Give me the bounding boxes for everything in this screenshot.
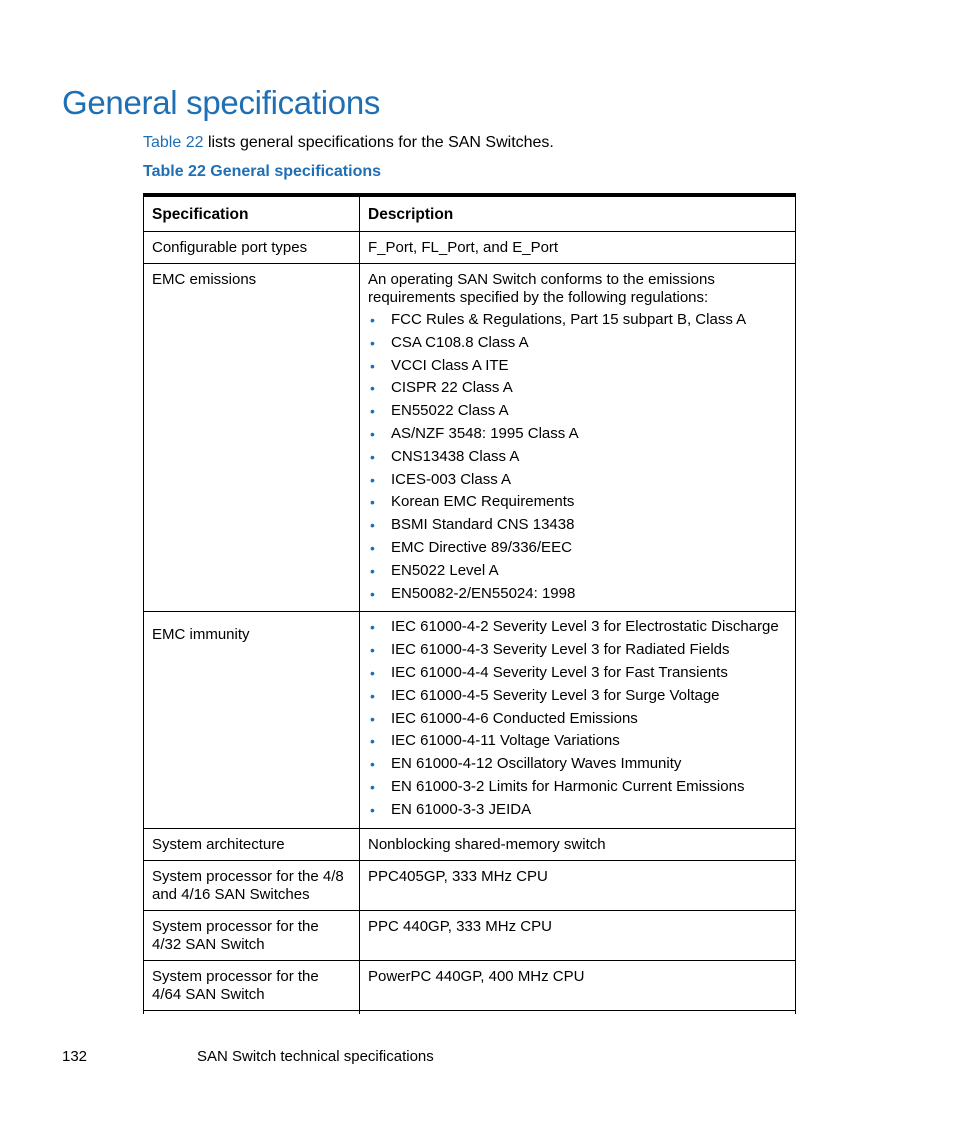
desc-cell: PPC405GP, 333 MHz CPU (360, 860, 796, 910)
list-item (368, 662, 787, 685)
bullet-dot-icon: • (370, 334, 375, 351)
bullet-dot-icon: • (370, 778, 375, 795)
list-item-text: AS/NZF 3548: 1995 Class A (391, 424, 579, 442)
list-item-text: CSA C108.8 Class A (391, 333, 529, 351)
list-item (368, 514, 787, 537)
bullet-dot-icon: • (370, 494, 375, 511)
list-item (368, 708, 787, 731)
bullet-dot-icon: • (370, 471, 375, 488)
list-item (368, 730, 787, 753)
bullet-list (368, 309, 787, 605)
list-item (368, 355, 787, 378)
bullet-dot-icon: • (370, 733, 375, 750)
list-item-text: CNS13438 Class A (391, 447, 520, 465)
list-item (368, 491, 787, 514)
list-item (368, 583, 787, 606)
table-continuation-row (144, 1010, 796, 1014)
list-item-text: EN5022 Level A (391, 561, 499, 579)
list-item (368, 332, 787, 355)
list-item-text: IEC 61000-4-11 Voltage Variations (391, 732, 620, 750)
specifications-table (143, 193, 796, 1014)
page-number: 132 (62, 1048, 88, 1065)
list-item (368, 400, 787, 423)
list-item (368, 799, 787, 822)
bullet-dot-icon: • (370, 312, 375, 328)
spec-cell: System architecture (144, 828, 360, 860)
list-item-text: IEC 61000-4-3 Severity Level 3 for Radiated Fields (391, 641, 730, 659)
list-item-text: EMC Directive 89/336/EEC (391, 538, 572, 556)
bullet-list (368, 616, 787, 821)
bullet-dot-icon: • (370, 642, 375, 659)
intro-paragraph (143, 134, 554, 152)
list-item-text: VCCI Class A ITE (391, 356, 509, 374)
desc-text: An operating SAN Switch conforms to the emissions requirements specified by the following regulations: (368, 271, 715, 306)
list-item (368, 309, 787, 332)
bullet-dot-icon: • (370, 801, 375, 818)
list-item (368, 776, 787, 799)
list-item (368, 446, 787, 469)
list-item-text: ICES-003 Class A (391, 470, 512, 488)
list-item (368, 616, 787, 639)
list-item-text: BSMI Standard CNS 13438 (391, 516, 575, 534)
footer-section-title: SAN Switch technical specifications (197, 1048, 434, 1065)
list-item (368, 685, 787, 708)
table-caption: Table 22 General specifications (143, 163, 382, 180)
list-item-text: EN 61000-3-2 Limits for Harmonic Current Emissions (391, 777, 745, 795)
bullet-dot-icon: • (370, 585, 375, 602)
bullet-dot-icon: • (370, 357, 375, 374)
bullet-dot-icon: • (370, 517, 375, 534)
spec-cell: System processor for the 4/8 and 4/16 SAN Switches (144, 860, 360, 910)
bullet-dot-icon: • (370, 562, 375, 579)
continuation-cell (144, 1010, 360, 1014)
bullet-dot-icon: • (370, 425, 375, 442)
bullet-dot-icon: • (370, 664, 375, 681)
list-item-text: EN50082-2/EN55024: 1998 (391, 584, 576, 602)
list-item-text: EN55022 Class A (391, 402, 509, 420)
continuation-cell (360, 1010, 796, 1014)
list-item-text: IEC 61000-4-5 Severity Level 3 for Surge Voltage (391, 686, 720, 704)
list-item (368, 423, 787, 446)
table-row (144, 232, 796, 264)
list-item (368, 639, 787, 662)
spec-cell: System processor for the 4/32 SAN Switch (144, 910, 360, 960)
spec-cell: System processor for the 4/64 SAN Switch (144, 960, 360, 1010)
list-item (368, 469, 787, 492)
page-title: General specifications (62, 84, 381, 121)
list-item-text: IEC 61000-4-2 Severity Level 3 for Electrostatic Discharge (391, 618, 779, 636)
desc-cell (360, 612, 796, 828)
list-item-text: EN 61000-3-3 JEIDA (391, 800, 532, 818)
table-row (144, 910, 796, 960)
desc-cell: PowerPC 440GP, 400 MHz CPU (360, 960, 796, 1010)
bullet-dot-icon: • (370, 380, 375, 397)
desc-cell (360, 264, 796, 612)
desc-cell: Nonblocking shared-memory switch (360, 828, 796, 860)
table-row (144, 860, 796, 910)
list-item-text: FCC Rules & Regulations, Part 15 subpart B, Class A (391, 311, 747, 328)
list-item-text: IEC 61000-4-4 Severity Level 3 for Fast Transients (391, 663, 728, 681)
bullet-dot-icon: • (370, 403, 375, 420)
spec-cell: Configurable port types (144, 232, 360, 264)
list-item-text: EN 61000-4-12 Oscillatory Waves Immunity (391, 755, 682, 773)
header-specification: Specification (144, 195, 360, 232)
spec-cell: EMC immunity (144, 612, 360, 828)
list-item-text: CISPR 22 Class A (391, 379, 513, 397)
list-item (368, 377, 787, 400)
header-description: Description (360, 195, 796, 232)
desc-cell: F_Port, FL_Port, and E_Port (360, 232, 796, 264)
list-item (368, 537, 787, 560)
list-item-text: Korean EMC Requirements (391, 493, 575, 511)
bullet-dot-icon: • (370, 710, 375, 727)
bullet-dot-icon: • (370, 539, 375, 556)
bullet-dot-icon: • (370, 448, 375, 465)
list-item-text: IEC 61000-4-6 Conducted Emissions (391, 709, 638, 727)
table-row (144, 612, 796, 828)
desc-cell: PPC 440GP, 333 MHz CPU (360, 910, 796, 960)
bullet-dot-icon: • (370, 756, 375, 773)
spec-cell: EMC emissions (144, 264, 360, 612)
table-header-row (144, 195, 796, 232)
table-row (144, 828, 796, 860)
list-item (368, 560, 787, 583)
table-row (144, 960, 796, 1010)
table-reference-link[interactable]: Table 22 (143, 134, 204, 151)
bullet-dot-icon: • (370, 619, 375, 636)
intro-text: lists general specifications for the SAN Switches. (203, 134, 554, 151)
table-row (144, 264, 796, 612)
list-item (368, 753, 787, 776)
bullet-dot-icon: • (370, 687, 375, 704)
